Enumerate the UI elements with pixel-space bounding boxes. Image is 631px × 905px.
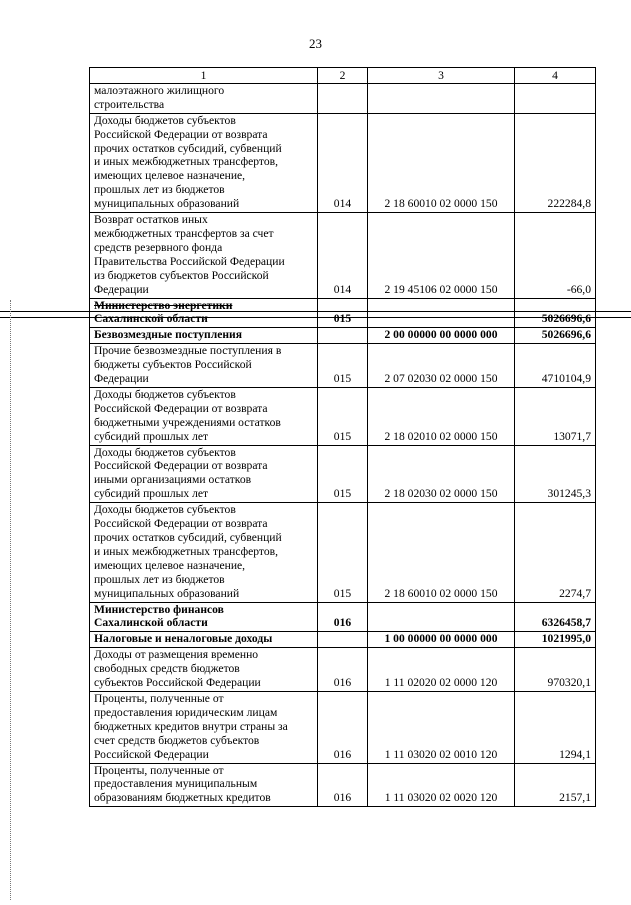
row-name-line: бюджетных кредитов внутри страны за [94, 719, 288, 733]
row-amount-cell: 2157,1 [515, 763, 596, 807]
row-name-line: муниципальных образований [94, 586, 240, 600]
row-name-line: прочих остатков субсидий, субвенций [94, 531, 282, 544]
table-row [90, 387, 596, 445]
row-admin-code-cell: 015 [318, 387, 368, 445]
row-name-line: бюджетными учреждениями остатков [94, 415, 281, 429]
row-budget-classification-cell: 2 07 02030 02 0000 150 [368, 344, 515, 388]
row-budget-classification-cell [368, 298, 515, 328]
row-amount-cell [515, 83, 596, 113]
scan-rule-line [0, 317, 631, 318]
row-name-line: имеющих целевое назначение, [94, 169, 246, 183]
row-name-line: Возврат остатков иных [94, 213, 208, 227]
row-admin-code-cell: 016 [318, 691, 368, 763]
row-name-line: свободных средств бюджетов [94, 662, 240, 676]
row-amount-cell: 301245,3 [515, 445, 596, 503]
table-row [90, 298, 596, 328]
row-name-line: предоставления муниципальным [94, 777, 258, 791]
row-name-line: субъектов Российской Федерации [94, 676, 261, 690]
table-row [90, 445, 596, 503]
row-budget-classification-cell: 2 18 02030 02 0000 150 [368, 445, 515, 503]
row-budget-classification-cell: 2 18 60010 02 0000 150 [368, 113, 515, 212]
row-amount-cell: 13071,7 [515, 387, 596, 445]
row-name-line: Российской Федерации от возврата [94, 127, 268, 141]
row-budget-classification-cell [368, 83, 515, 113]
row-name-line: Российской Федерации от возврата [94, 517, 268, 531]
row-admin-code-cell: 014 [318, 213, 368, 298]
page-number: 23 [309, 36, 322, 51]
row-name-cell [90, 763, 318, 807]
table-row [90, 763, 596, 807]
row-budget-classification-cell: 2 18 60010 02 0000 150 [368, 503, 515, 602]
row-name-line: иными организациями остатков [94, 473, 252, 487]
row-budget-classification-cell: 2 00 00000 00 0000 000 [368, 328, 515, 344]
row-name-line: Сахалинской области [94, 312, 208, 326]
row-name-line: Федерации [94, 282, 149, 296]
row-admin-code-cell: 014 [318, 113, 368, 212]
row-budget-classification-cell: 1 00 00000 00 0000 000 [368, 632, 515, 648]
row-name-line: Безвозмездные поступления [94, 328, 243, 342]
row-name-line: Сахалинской области [94, 616, 208, 630]
row-amount-cell: 5026696,6 [515, 328, 596, 344]
row-amount-cell: 1294,1 [515, 691, 596, 763]
row-amount-cell: 970320,1 [515, 648, 596, 692]
row-admin-code-cell: 016 [318, 648, 368, 692]
row-name-line: имеющих целевое назначение, [94, 558, 246, 572]
row-name-cell [90, 387, 318, 445]
header-col-4: 4 [515, 68, 596, 84]
header-col-3: 3 [368, 68, 515, 84]
table-row [90, 83, 596, 113]
row-name-line: Доходы бюджетов субъектов [94, 113, 236, 127]
row-name-line: малоэтажного жилищного [94, 83, 225, 97]
row-admin-code-cell [318, 83, 368, 113]
table-row [90, 691, 596, 763]
table-row [90, 648, 596, 692]
row-name-line: Российской Федерации [94, 747, 209, 761]
row-budget-classification-cell: 1 11 03020 02 0020 120 [368, 763, 515, 807]
row-amount-cell: 1021995,0 [515, 632, 596, 648]
row-name-cell [90, 648, 318, 692]
row-amount-cell: -66,0 [515, 213, 596, 298]
row-name-line: Доходы бюджетов субъектов [94, 503, 236, 517]
table-row [90, 602, 596, 632]
row-name-line: Правительства Российской Федерации [94, 254, 285, 268]
row-name-cell [90, 298, 318, 328]
table-row [90, 213, 596, 298]
row-name-line: Российской Федерации от возврата [94, 459, 268, 473]
scan-rule-line [0, 311, 631, 312]
table-row [90, 632, 596, 648]
row-name-line: Министерство энергетики [94, 298, 233, 312]
row-name-line: средств резервного фонда [94, 240, 223, 254]
row-name-cell [90, 344, 318, 388]
revenue-table [89, 67, 596, 807]
row-name-line: межбюджетных трансфертов за счет [94, 226, 274, 240]
row-name-line: Доходы бюджетов субъектов [94, 445, 236, 459]
row-name-line: Доходы бюджетов субъектов [94, 387, 236, 401]
row-name-line: Федерации [94, 372, 149, 386]
row-name-line: и иных межбюджетных трансфертов, [94, 155, 278, 169]
row-name-cell [90, 445, 318, 503]
row-admin-code-cell: 015 [318, 344, 368, 388]
row-name-cell [90, 632, 318, 648]
row-admin-code-cell: 016 [318, 763, 368, 807]
row-name-line: счет средств бюджетов субъектов [94, 733, 260, 747]
row-amount-cell: 2274,7 [515, 503, 596, 602]
row-amount-cell: 4710104,9 [515, 344, 596, 388]
row-budget-classification-cell: 2 18 02010 02 0000 150 [368, 387, 515, 445]
row-name-line: Проценты, полученные от [94, 691, 224, 705]
row-name-cell [90, 691, 318, 763]
row-name-cell [90, 602, 318, 632]
row-admin-code-cell: 015 [318, 503, 368, 602]
row-name-line: субсидий прошлых лет [94, 487, 209, 501]
row-admin-code-cell: 015 [318, 298, 368, 328]
row-admin-code-cell [318, 328, 368, 344]
row-name-line: из бюджетов субъектов Российской [94, 268, 269, 282]
header-col-1: 1 [90, 68, 318, 84]
row-name-line: прочих остатков субсидий, субвенций [94, 141, 282, 155]
row-budget-classification-cell [368, 602, 515, 632]
row-budget-classification-cell: 1 11 02020 02 0000 120 [368, 648, 515, 692]
row-name-line: прошлых лет из бюджетов [94, 183, 225, 197]
row-name-cell [90, 83, 318, 113]
row-name-line: и иных межбюджетных трансфертов, [94, 544, 278, 558]
row-admin-code-cell [318, 632, 368, 648]
table-row [90, 328, 596, 344]
row-budget-classification-cell: 1 11 03020 02 0010 120 [368, 691, 515, 763]
row-name-line: Налоговые и неналоговые доходы [94, 632, 273, 646]
table-header-row [90, 68, 596, 84]
row-name-line: предоставления юридическим лицам [94, 705, 278, 719]
row-amount-cell: 222284,8 [515, 113, 596, 212]
row-name-line: Прочие безвозмездные поступления в [94, 344, 282, 358]
row-name-line: образованиям бюджетных кредитов [94, 791, 271, 805]
row-name-line: субсидий прошлых лет [94, 429, 209, 443]
row-budget-classification-cell: 2 19 45106 02 0000 150 [368, 213, 515, 298]
row-name-line: прошлых лет из бюджетов [94, 572, 225, 586]
row-name-cell [90, 503, 318, 602]
row-name-line: Проценты, полученные от [94, 763, 224, 777]
row-name-line: Министерство финансов [94, 602, 224, 616]
row-amount-cell: 5026696,6 [515, 298, 596, 328]
row-admin-code-cell: 015 [318, 445, 368, 503]
row-name-line: строительства [94, 97, 165, 111]
row-name-cell [90, 328, 318, 344]
table-row [90, 503, 596, 602]
row-name-line: Доходы от размещения временно [94, 648, 259, 662]
binding-margin-mark [10, 300, 14, 900]
row-name-line: бюджеты субъектов Российской [94, 358, 252, 372]
row-name-line: муниципальных образований [94, 197, 240, 211]
table-row [90, 344, 596, 388]
table-row [90, 113, 596, 212]
row-amount-cell: 6326458,7 [515, 602, 596, 632]
row-name-cell [90, 113, 318, 212]
row-name-line: Российской Федерации от возврата [94, 401, 268, 415]
header-col-2: 2 [318, 68, 368, 84]
row-admin-code-cell: 016 [318, 602, 368, 632]
row-name-cell [90, 213, 318, 298]
